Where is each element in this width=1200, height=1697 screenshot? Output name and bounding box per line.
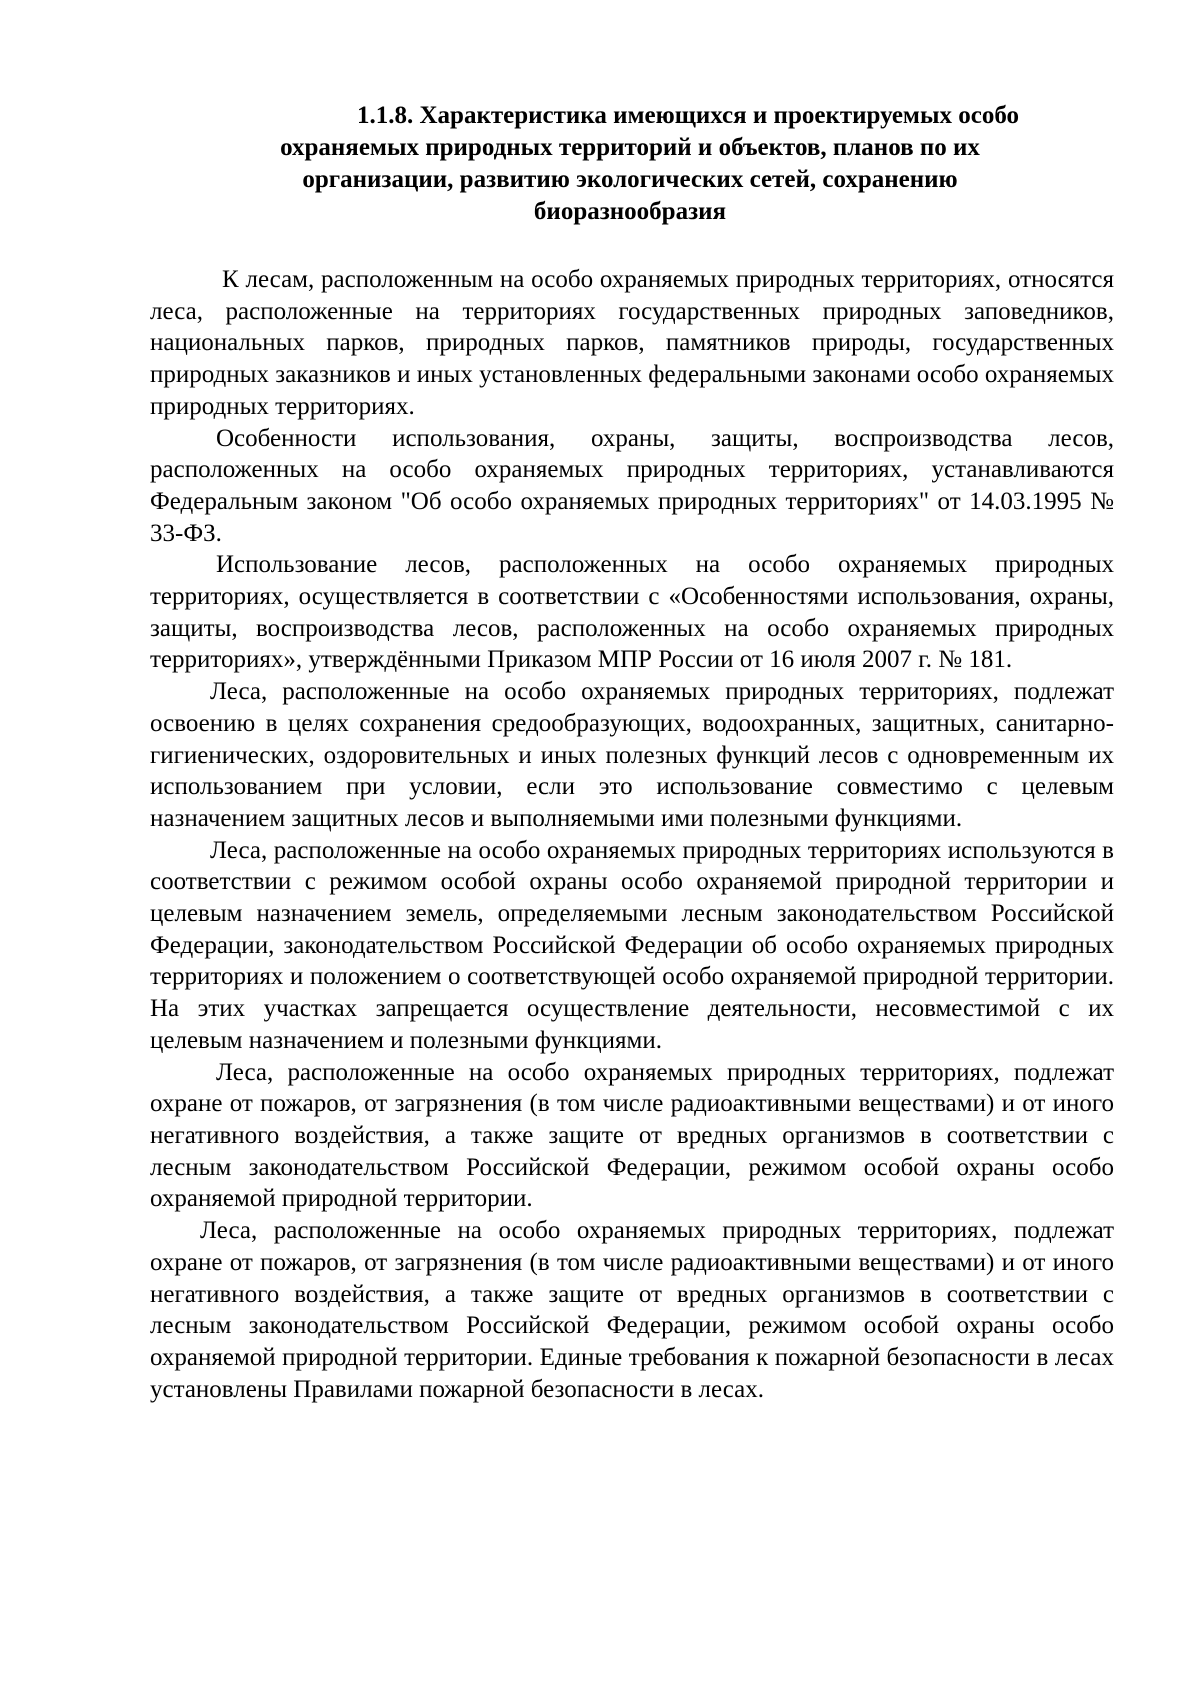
body-text	[150, 264, 1114, 1405]
paragraph-mpr-order: Использование лесов, расположенных на особо охраняемых природных территориях, осуществляется в соответствии с «Особенностями использования, охраны, защиты, воспроизводства лесов, расположенных на особо охраняемых природных территориях», утверждёнными Приказом МПР России от 16 июля 2007 г. № 181.	[150, 551, 1114, 674]
paragraph-federal-law: Особенности использования, охраны, защиты, воспроизводства лесов, расположенных на особо охраняемых природных территориях, устанавливаются Федеральным законом "Об особо охраняемых природных территориях" от 14.03.1995 № 33-ФЗ.	[150, 424, 1114, 547]
heading-line: охраняемых природных территорий и объектов, планов по их	[280, 134, 980, 161]
paragraph-forest-definition: К лесам, расположенным на особо охраняемых природных территориях, относятся леса, расположенные на территориях государственных природных заповедников, национальных парков, природных парков, памятников природы, государственных природных заказников и иных установленных федеральными законами особо охраняемых природных территориях.	[150, 266, 1114, 420]
heading-line: организации, развитию экологических сетей, сохранению	[302, 166, 958, 193]
section-heading	[150, 100, 1110, 228]
paragraph-development: Леса, расположенные на особо охраняемых природных территориях, подлежат освоению в целях сохранения средообразующих, водоохранных, защитных, санитарно-гигиенических, оздоровительных и иных полезных функций лесов с одновременным их использованием при условии, если это использование совместимо с целевым назначением защитных лесов и выполняемыми ими полезными функциями.	[150, 678, 1114, 832]
heading-line: 1.1.8. Характеристика имеющихся и проектируемых особо	[356, 102, 1019, 129]
paragraph-fire-safety-rules: Леса, расположенные на особо охраняемых природных территориях, подлежат охране от пожаров, от загрязнения (в том числе радиоактивными веществами) и от иного негативного воздействия, а также защите от вредных организмов в соответствии с лесным законодательством Российской Федерации, режимом особой охраны особо охраняемой природной территории. Единые требования к пожарной безопасности в лесах установлены Правилами пожарной безопасности в лесах.	[150, 1217, 1114, 1403]
paragraph-protection-regime: Леса, расположенные на особо охраняемых природных территориях используются в соответствии с режимом особой охраны особо охраняемой природной территории и целевым назначением земель, определяемыми лесным законодательством Российской Федерации, законодательством Российской Федерации об особо охраняемых природных территориях и положением о соответствующей особо охраняемой природной территории. На этих участках запрещается осуществление деятельности, несовместимой с их целевым назначением и полезными функциями.	[150, 836, 1114, 1054]
heading-line: биоразнообразия	[533, 198, 727, 225]
paragraph-fire-protection: Леса, расположенные на особо охраняемых природных территориях, подлежат охране от пожаров, от загрязнения (в том числе радиоактивными веществами) и от иного негативного воздействия, а также защите от вредных организмов в соответствии с лесным законодательством Российской Федерации, режимом особой охраны особо охраняемой природной территории.	[150, 1058, 1114, 1213]
